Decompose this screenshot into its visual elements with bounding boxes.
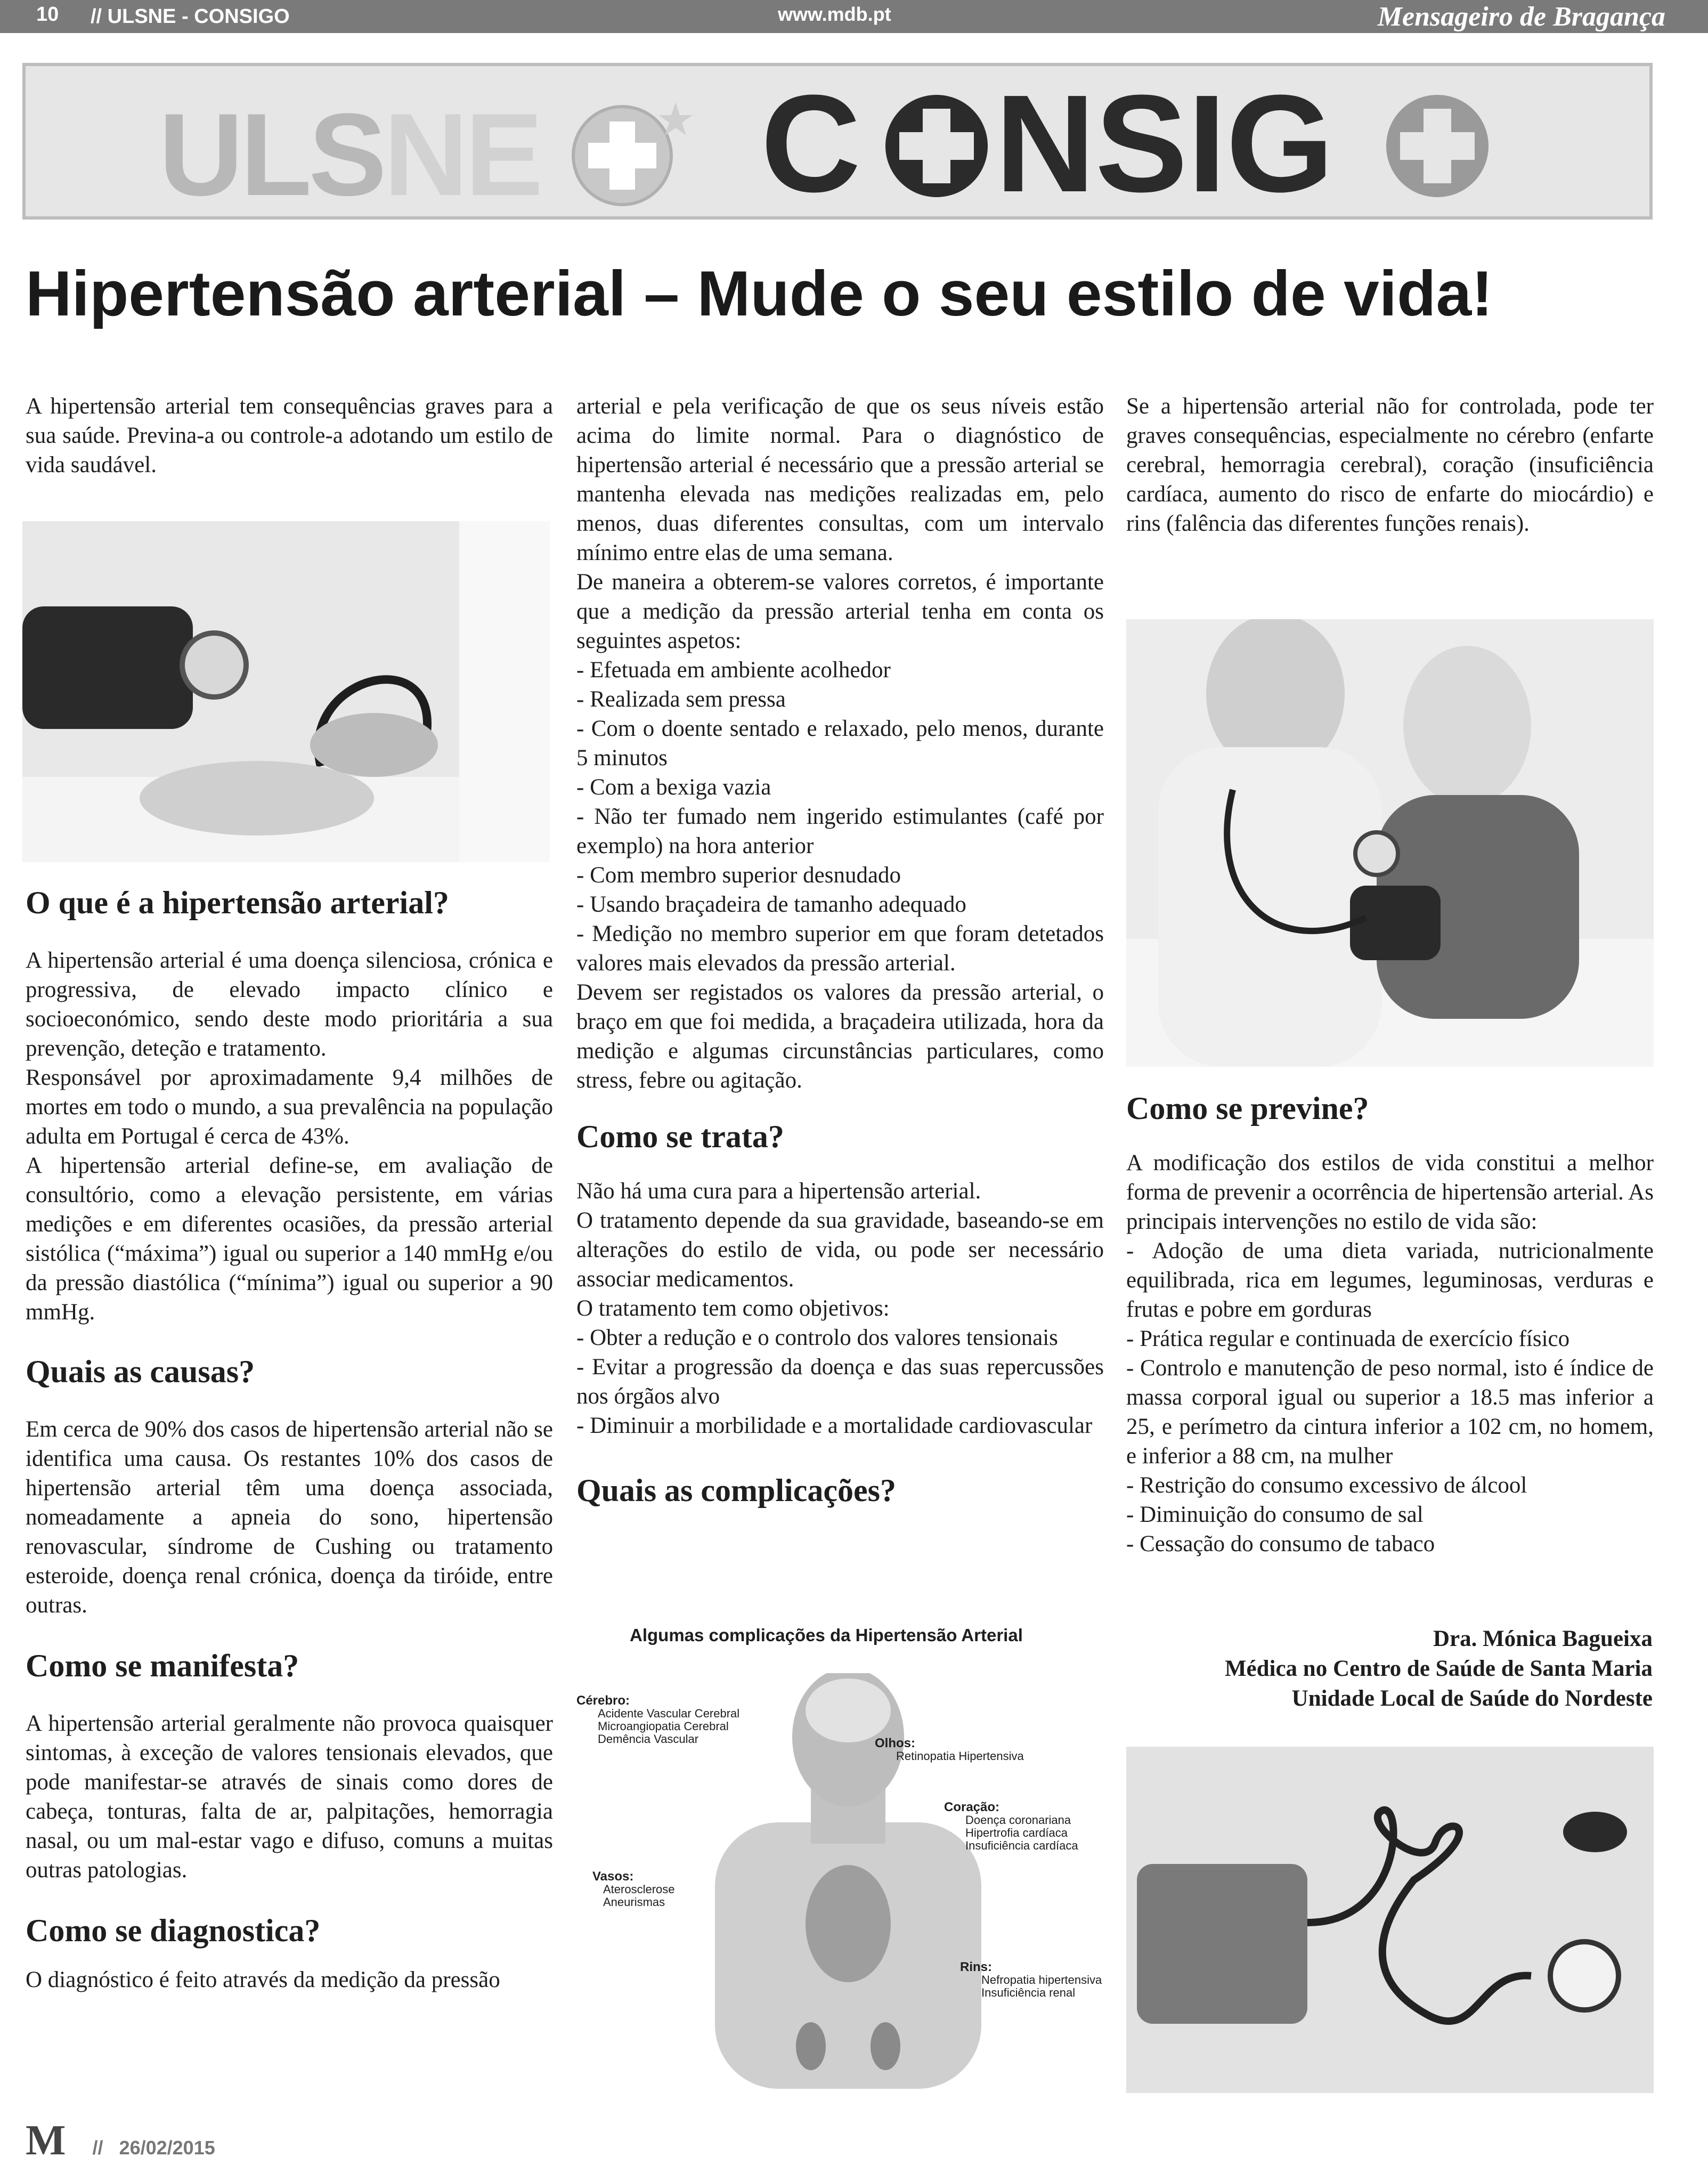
eyes-label-group: Olhos: Retinopatia Hipertensiva	[875, 1736, 1024, 1763]
consigo-logo	[761, 87, 1507, 205]
list-item: - Obter a redução e o controlo dos valores tensionais	[576, 1325, 1058, 1350]
brain-label-group: Cérebro: Acidente Vascular Cerebral Microangiopatia Cerebral Demência Vascular	[576, 1693, 740, 1746]
kidneys-label-group: Rins: Nefropatia hipertensiva Insuficiência renal	[960, 1960, 1102, 1999]
list-item: - Restrição do consumo excessivo de álcool	[1126, 1473, 1527, 1498]
paragraph: Devem ser registados os valores da pressão arterial, o braço em que foi medida, a braçadeira utilizada, hora da medição e algumas circunstâncias particulares, como stress, febre ou agitação.	[576, 980, 1104, 1093]
page-number: 10	[36, 3, 59, 26]
list-item: - Adoção de uma dieta variada, nutricionalmente equilibrada, rica em legumes, leguminosas, verduras e frutas e pobre em gorduras	[1126, 1238, 1654, 1322]
author-name: Dra. Mónica Bagueixa	[1433, 1626, 1653, 1651]
heading-prevention: Como se previne?	[1126, 1091, 1369, 1126]
ulsne-logo: ULSNE	[159, 89, 540, 220]
heading-complications: Quais as complicações?	[576, 1473, 896, 1508]
heading-diagnosis: Como se diagnostica?	[26, 1913, 321, 1948]
section-label: // ULSNE - CONSIGO	[91, 5, 290, 28]
paragraph: O tratamento depende da sua gravidade, baseando-se em alterações do estilo de vida, ou pode ser necessário associar medicamentos.	[576, 1208, 1104, 1292]
list-item: - Diminuição do consumo de sal	[1126, 1502, 1424, 1527]
section-banner	[22, 63, 1653, 220]
ulsne-cross-icon	[569, 92, 697, 209]
photo-doctor-with-patient	[1126, 619, 1654, 1067]
masthead: Mensageiro de Bragança	[1377, 2, 1665, 32]
list-item: - Com membro superior desnudado	[576, 863, 901, 888]
column-3-body	[1126, 1090, 1654, 1559]
list-item: - Evitar a progressão da doença e das suas repercussões nos órgãos alvo	[576, 1355, 1104, 1409]
paragraph: De maneira a obterem-se valores corretos, é importante que a medição da pressão arterial tenha em conta os seguintes aspetos:	[576, 570, 1104, 653]
vessels-label-group: Vasos: Aterosclerose Aneurismas	[592, 1869, 675, 1909]
list-item: - Controlo e manutenção de peso normal, isto é índice de massa corporal igual ou superior a 18.5 mas inferior a 25, e perímetro da cintura inferior a 102 cm, no homem, e inferior a 88 cm, na mulher	[1126, 1356, 1654, 1469]
column-1-body	[26, 885, 553, 1994]
list-item: - Cessação do consumo de tabaco	[1126, 1531, 1435, 1556]
list-item: - Prática regular e continuada de exercício físico	[1126, 1326, 1570, 1351]
column-2	[576, 392, 1104, 1509]
author-role: Médica no Centro de Saúde de Santa Maria	[1224, 1656, 1653, 1681]
author-institution: Unidade Local de Saúde do Nordeste	[1291, 1686, 1653, 1711]
footer-date: 26/02/2015	[119, 2137, 215, 2159]
list-item: - Diminuir a morbilidade e a mortalidade cardiovascular	[576, 1413, 1093, 1438]
footer-logo: M	[26, 2117, 66, 2164]
page-footer	[26, 2117, 215, 2165]
heading-treatment: Como se trata?	[576, 1119, 784, 1154]
paragraph: O tratamento tem como objetivos:	[576, 1296, 890, 1321]
human-body-illustration	[715, 1673, 981, 2089]
paragraph: A hipertensão arterial é uma doença silenciosa, crónica e progressiva, de elevado impacto clínico e socioeconómico, sendo deste modo prioritária a sua prevenção, deteção e tratamento.	[26, 948, 553, 1061]
list-item: - Não ter fumado nem ingerido estimulantes (café por exemplo) na hora anterior	[576, 804, 1104, 858]
column-1	[26, 392, 553, 480]
svg-text:NSIG: NSIG	[995, 87, 1334, 205]
paragraph: A hipertensão arterial geralmente não provoca quaisquer sintomas, à exceção de valores tensionais elevados, que pode manifestar-se através de sinais como dores de cabeça, tonturas, falta de ar, palpitações, hemorragia nasal, ou um mal-estar vago e difuso, comuns a muitas outras patologias.	[26, 1711, 553, 1883]
top-bar	[0, 0, 1708, 33]
heart-label-group: Coração: Doença coronariana Hipertrofia cardíaca Insuficiência cardíaca	[944, 1800, 1078, 1852]
photo-heart-shaped-stethoscope	[1126, 1747, 1654, 2093]
heading-symptoms: Como se manifesta?	[26, 1648, 299, 1683]
website-link[interactable]: www.mdb.pt	[778, 3, 891, 25]
paragraph: Se a hipertensão arterial não for controlada, pode ter graves consequências, especialmente no cérebro (enfarte cerebral, hemorragia cerebral), coração (insuficiência cardíaca, aumento do risco de enfarte do miocárdio) e rins (falência das diferentes funções renais).	[1126, 394, 1654, 536]
intro-paragraph: A hipertensão arterial tem consequências graves para a sua saúde. Previna-a ou controle-a adotando um estilo de vida saudável.	[26, 394, 553, 477]
list-item: - Medição no membro superior em que foram detetados valores mais elevados da pressão arterial.	[576, 921, 1104, 976]
paragraph: Responsável por aproximadamente 9,4 milhões de mortes em todo o mundo, a sua prevalência na população adulta em Portugal é cerca de 43%.	[26, 1065, 553, 1149]
article-title: Hipertensão arterial – Mude o seu estilo de vida!	[26, 258, 1493, 329]
paragraph: arterial e pela verificação de que os seus níveis estão acima do limite normal. Para o diagnóstico de hipertensão arterial é necessário que a pressão arterial se mantenha elevada nas medições realizadas em, pelo menos, duas diferentes consultas, com um intervalo mínimo entre elas de uma semana.	[576, 394, 1104, 565]
footer-separator: //	[92, 2137, 103, 2159]
heading-what-is: O que é a hipertensão arterial?	[26, 885, 449, 920]
list-item: - Com o doente sentado e relaxado, pelo menos, durante 5 minutos	[576, 716, 1104, 771]
diagram-title: Algumas complicações da Hipertensão Arterial	[630, 1625, 1023, 1645]
heading-causes: Quais as causas?	[26, 1354, 255, 1389]
column-3	[1126, 392, 1654, 538]
paragraph: Não há uma cura para a hipertensão arterial.	[576, 1179, 981, 1204]
list-item: - Efetuada em ambiente acolhedor	[576, 658, 891, 683]
author-signature	[1225, 1624, 1653, 1714]
list-item: - Usando braçadeira de tamanho adequado	[576, 892, 966, 917]
complications-diagram	[576, 1620, 1104, 2089]
svg-text:C: C	[761, 87, 861, 205]
list-item: - Com a bexiga vazia	[576, 775, 771, 800]
paragraph: Em cerca de 90% dos casos de hipertensão arterial não se identifica uma causa. Os restantes 10% dos casos de hipertensão arterial têm uma doença associada, nomeadamente a apneia do sono, hipertensão renovascular, síndrome de Cushing ou tratamento esteroide, doença renal crónica, doença da tiróide, entre outras.	[26, 1417, 553, 1618]
photo-blood-pressure-measurement	[22, 521, 550, 862]
paragraph: A modificação dos estilos de vida constitui a melhor forma de prevenir a ocorrência de hipertensão arterial. As principais intervenções no estilo de vida são:	[1126, 1150, 1654, 1234]
paragraph: A hipertensão arterial define-se, em avaliação de consultório, como a elevação persistente, em várias medições e em diferentes ocasiões, da pressão arterial sistólica (“máxima”) igual ou superior a 140 mmHg e/ou da pressão diastólica (“mínima”) igual ou superior a 90 mmHg.	[26, 1153, 553, 1325]
list-item: - Realizada sem pressa	[576, 687, 786, 712]
paragraph: O diagnóstico é feito através da medição da pressão	[26, 1967, 500, 1992]
